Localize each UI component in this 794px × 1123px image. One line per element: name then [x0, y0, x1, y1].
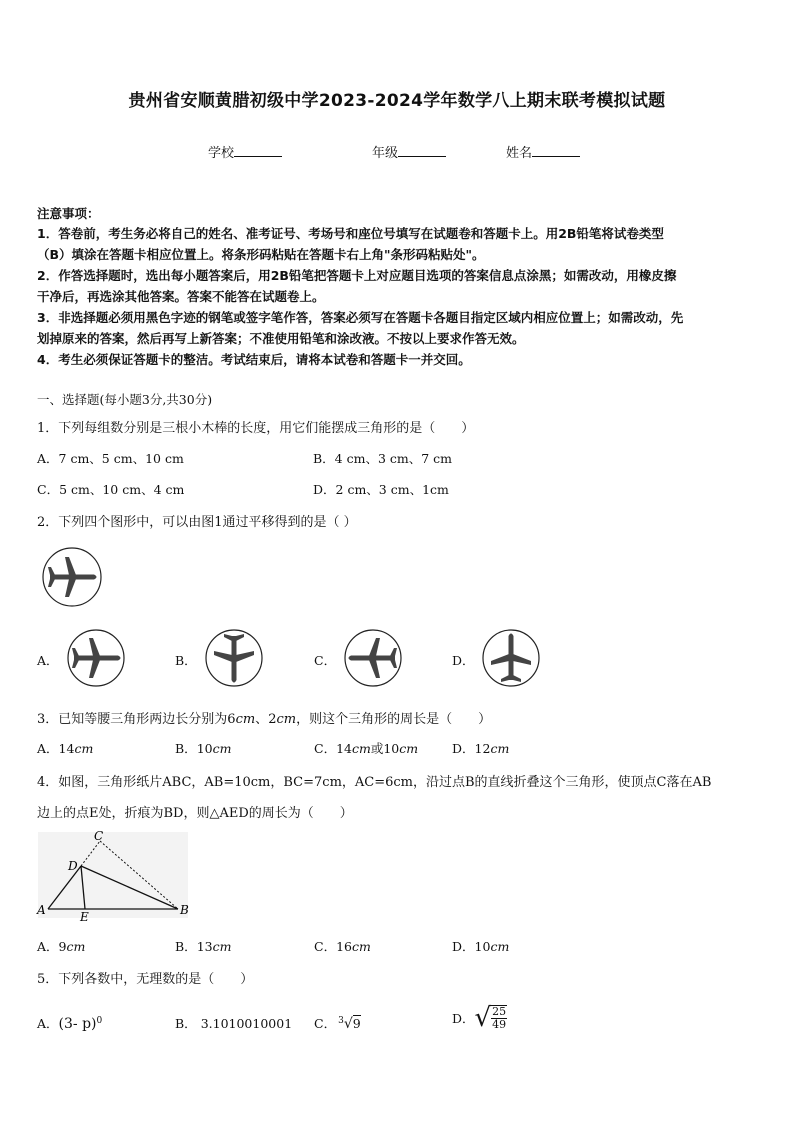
q3-value: 2	[268, 712, 277, 727]
option-exponent: 0	[96, 1015, 103, 1026]
diagram-background	[38, 832, 188, 918]
vertex-label-b: B	[180, 903, 189, 917]
notice-line: 3．非选择题必须用黑色字迹的钢笔或签字笔作答，答案必须写在答题卡各题目指定区域内相应位置上；如需改动，先	[37, 310, 684, 325]
figure1-plane-icon	[41, 546, 103, 608]
fraction-numerator: 25	[492, 1005, 507, 1018]
option-label: C．	[314, 1016, 337, 1031]
option-label: C．	[314, 939, 337, 954]
triangle-fold-diagram	[36, 826, 196, 922]
name-field	[506, 142, 580, 161]
notice-line: 4．考生必须保证答题卡的整洁。考试结束后，请将本试卷和答题卡一并交回。	[37, 352, 471, 367]
option-d-plane-icon	[481, 628, 541, 688]
q2-option-d-label: D．	[452, 653, 475, 668]
option-unit: cm	[490, 939, 510, 954]
q1-option-d: D．2 cm、3 cm、1cm	[313, 482, 449, 497]
q4-option-d	[452, 937, 509, 955]
option-unit: cm	[351, 741, 371, 756]
q3-option-b	[175, 739, 231, 757]
q3-option-c	[314, 739, 418, 757]
vertex-label-a: A	[37, 903, 46, 917]
option-value: 10	[474, 939, 491, 954]
section-heading: 一、选择题(每小题3分,共30分)	[37, 392, 213, 407]
q3-separator: 、	[255, 712, 269, 727]
option-label: B．	[175, 741, 197, 756]
notice-heading: 注意事项：	[37, 206, 100, 221]
radical-index: 3	[338, 1015, 344, 1026]
option-unit: cm	[212, 939, 232, 954]
q4-stem-line1: 4．如图，三角形纸片ABC，AB=10cm，BC=7cm，AC=6cm，沿过点B的直线折叠这个三角形，使顶点C落在AB	[37, 775, 712, 790]
q3-unit: cm	[235, 712, 256, 727]
q3-stem-a: 3．已知等腰三角形两边长分别为	[37, 712, 228, 727]
q2-option-a-label: A．	[37, 653, 59, 668]
grade-field	[372, 142, 446, 161]
option-value: 12	[474, 741, 491, 756]
option-label: A．	[37, 741, 59, 756]
option-unit: cm	[351, 939, 371, 954]
fraction	[491, 1005, 507, 1031]
option-expression: (3- p)	[58, 1016, 97, 1032]
q1-stem: 1．下列每组数分别是三根小木棒的长度，用它们能摆成三角形的是（ ）	[37, 421, 475, 436]
q4-option-b	[175, 937, 231, 955]
q3-stem	[37, 708, 491, 727]
option-label: C．	[314, 741, 337, 756]
grade-blank	[398, 144, 446, 157]
option-label: D．	[452, 741, 475, 756]
q3-unit: cm	[276, 712, 297, 727]
vertex-label-d: D	[68, 859, 78, 873]
name-blank	[532, 144, 580, 157]
option-value: 9	[58, 939, 67, 954]
option-value: 3.1010010001	[200, 1016, 293, 1031]
option-or: 或	[370, 741, 384, 756]
notice-line: 干净后，再选涂其他答案。答案不能答在试题卷上。	[37, 289, 325, 304]
name-label: 姓名	[506, 146, 533, 161]
option-unit: cm	[66, 939, 86, 954]
notice-line: （B）填涂在答题卡相应位置上。将条形码粘贴在答题卡右上角"条形码粘贴处"。	[37, 247, 485, 262]
radical-sign: √	[343, 1016, 353, 1032]
q4-option-c	[314, 937, 371, 955]
option-label: D．	[452, 1011, 475, 1026]
q2-option-c-label: C．	[314, 653, 337, 668]
school-blank	[234, 144, 282, 157]
option-value: 14	[58, 741, 75, 756]
option-value: 10	[383, 741, 400, 756]
notice-line: 2．作答选择题时，选出每小题答案后，用2B铅笔把答题卡上对应题目选项的答案信息点涂黑；如需改动，用橡皮擦	[37, 268, 677, 283]
option-value: 10	[196, 741, 213, 756]
q1-option-b: B．4 cm、3 cm、7 cm	[313, 451, 453, 466]
q4-stem-line2: 边上的点E处，折痕为BD，则△AED的周长为（ ）	[37, 806, 353, 821]
q5-option-d	[452, 1003, 507, 1033]
page-title: 贵州省安顺黄腊初级中学2023-2024学年数学八上期末联考模拟试题	[128, 91, 666, 111]
option-value: 14	[336, 741, 352, 756]
radical-sign: √	[474, 1003, 492, 1033]
option-b-plane-icon	[204, 628, 264, 688]
option-unit: cm	[212, 741, 232, 756]
option-c-plane-icon	[343, 628, 403, 688]
option-value: 13	[196, 939, 213, 954]
option-unit: cm	[74, 741, 94, 756]
option-unit: cm	[399, 741, 419, 756]
option-a-plane-icon	[66, 628, 126, 688]
option-unit: cm	[490, 741, 510, 756]
vertex-label-e: E	[80, 910, 89, 924]
fraction-denominator: 49	[492, 1018, 507, 1031]
q5-option-c	[314, 1014, 361, 1032]
q5-option-b	[175, 1014, 292, 1032]
q3-option-d	[452, 739, 509, 757]
option-label: B．	[175, 1016, 197, 1031]
q3-value: 6	[227, 712, 236, 727]
school-field	[208, 142, 282, 161]
vertex-label-c: C	[94, 829, 104, 843]
option-label: D．	[452, 939, 475, 954]
notice-line: 1．答卷前，考生务必将自己的姓名、准考证号、考场号和座位号填写在试题卷和答题卡上。用2B铅笔将试卷类型	[37, 226, 664, 241]
option-label: A．	[37, 1016, 59, 1031]
school-label: 学校	[208, 146, 235, 161]
radicand: 9	[352, 1016, 361, 1031]
grade-label: 年级	[372, 146, 399, 161]
q2-stem: 2．下列四个图形中，可以由图1通过平移得到的是（ ）	[37, 515, 357, 530]
option-value: 16	[336, 939, 352, 954]
q5-stem: 5．下列各数中，无理数的是（ ）	[37, 972, 254, 987]
option-label: B．	[175, 939, 197, 954]
q1-option-a: A．7 cm、5 cm、10 cm	[37, 451, 184, 466]
option-label: A．	[37, 939, 59, 954]
q3-stem-b: ，则这个三角形的周长是（ ）	[296, 712, 492, 727]
q3-option-a	[37, 739, 93, 757]
notice-line: 划掉原来的答案，然后再写上新答案；不准使用铅笔和涂改液。不按以上要求作答无效。	[37, 331, 525, 346]
q4-option-a	[37, 937, 85, 955]
q5-option-a	[37, 1014, 102, 1032]
q2-option-b-label: B．	[175, 653, 197, 668]
q1-option-c: C．5 cm、10 cm、4 cm	[37, 482, 185, 497]
